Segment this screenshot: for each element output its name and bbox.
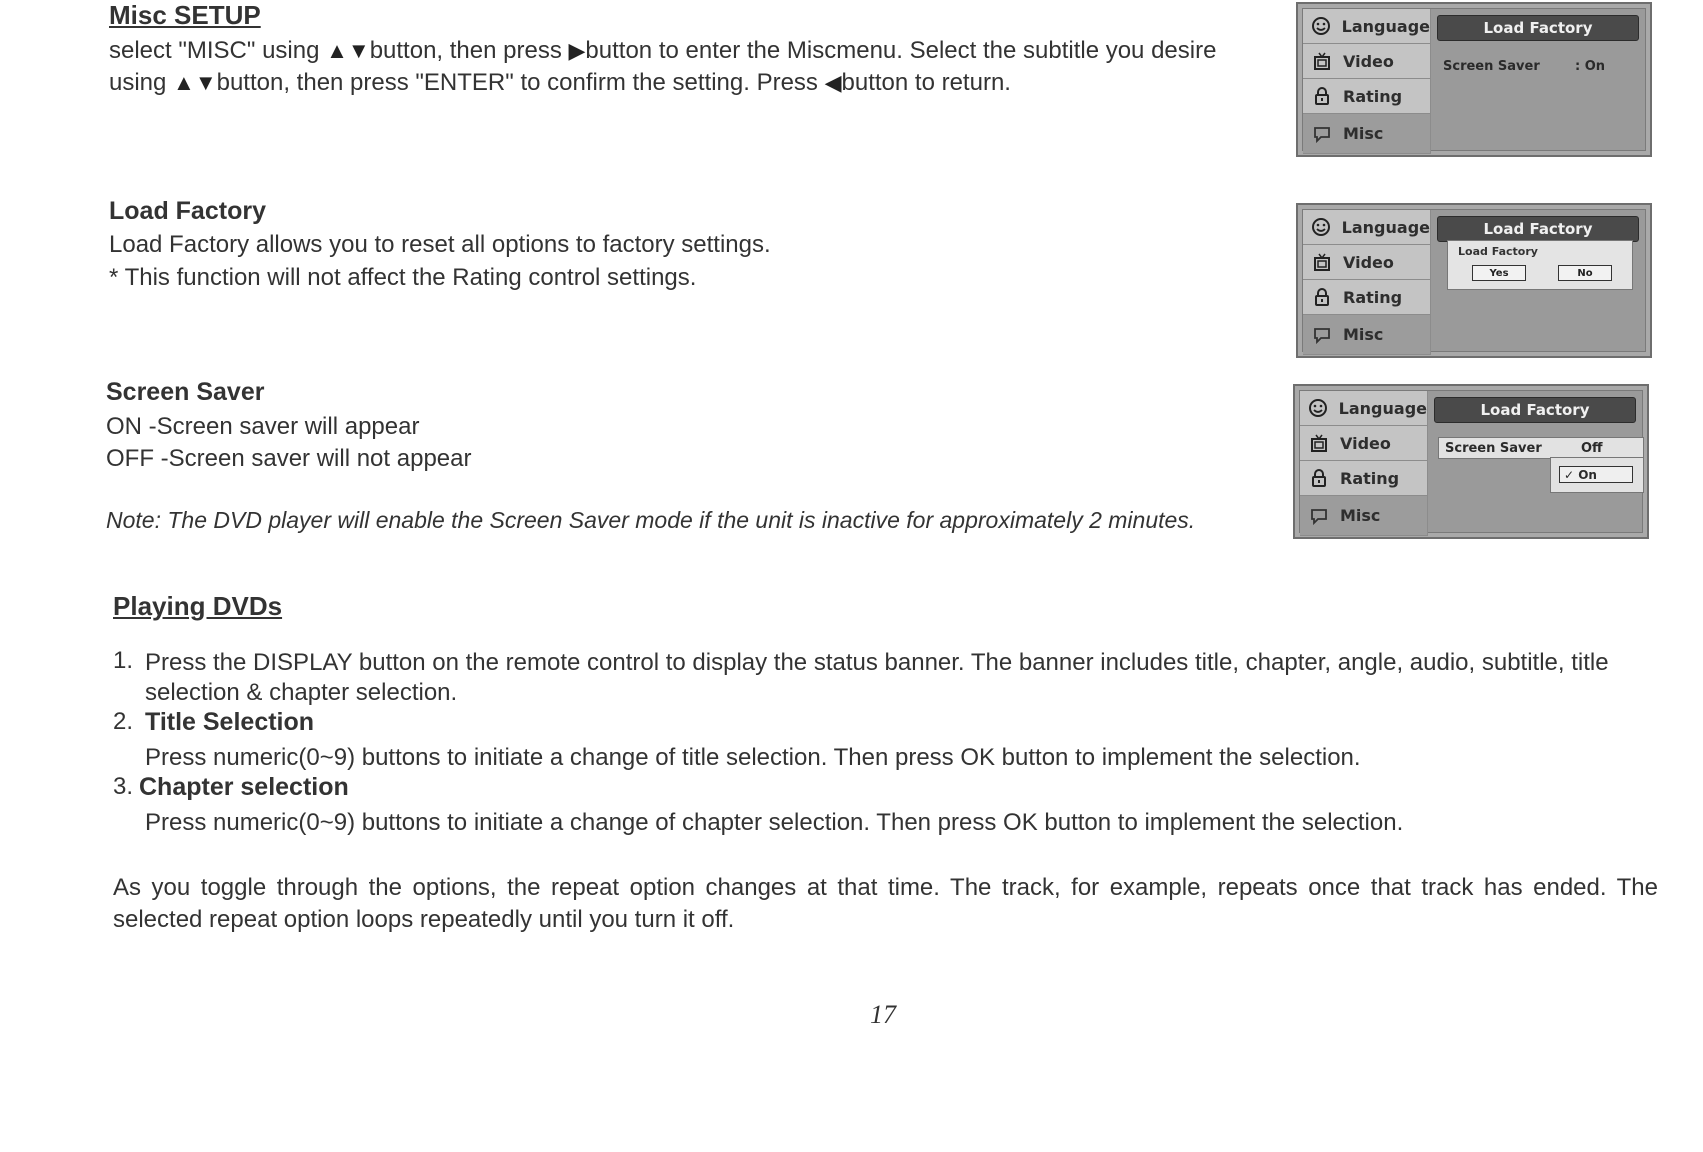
playing-dvds-heading: Playing DVDs [113, 591, 283, 621]
nav-label-video: Video [1343, 252, 1394, 272]
nav-label-misc: Misc [1343, 124, 1384, 143]
tv-icon [1311, 251, 1333, 273]
menu-frame [1299, 390, 1643, 533]
speech-bubble-icon [1311, 324, 1333, 346]
screen-saver-row-label: Screen Saver [1443, 59, 1540, 74]
menu-nav [1303, 9, 1431, 150]
speech-bubble-icon [1308, 505, 1330, 527]
dialog-title: Load Factory [1458, 245, 1538, 258]
misc-line1-text-c: button to enter the Miscmenu. Select the subtitle you desire [585, 37, 1217, 64]
misc-line2-text-b: button, then press "ENTER" to confirm the setting. Press [216, 69, 818, 96]
menu-panel [1437, 210, 1645, 351]
screen-saver-row[interactable] [1438, 437, 1644, 459]
item-2-number: 2. [113, 708, 134, 735]
nav-label-video: Video [1340, 433, 1391, 453]
tv-icon [1311, 50, 1333, 72]
tv-icon [1308, 432, 1330, 454]
item-3-text: Press numeric(0~9) buttons to initiate a change of chapter selection. Then press OK button to implement the selection. [145, 809, 1404, 836]
item-3-number: 3. [113, 773, 134, 800]
screen-saver-off-line: OFF -Screen saver will not appear [106, 445, 472, 472]
smiley-icon [1311, 216, 1332, 238]
menu-nav [1303, 210, 1431, 351]
misc-setup-line-2 [109, 67, 1011, 99]
menu-panel [1437, 9, 1645, 150]
nav-label-misc: Misc [1340, 506, 1381, 525]
speech-bubble-icon [1311, 123, 1333, 145]
smiley-icon [1311, 15, 1332, 37]
menu-frame [1302, 209, 1646, 352]
nav-item-misc [1303, 114, 1431, 154]
item-2-text: Press numeric(0~9) buttons to initiate a change of title selection. Then press OK button to implement the selection. [145, 744, 1361, 771]
nav-item-rating [1300, 461, 1428, 496]
nav-item-language [1303, 9, 1431, 44]
misc-line1-text-b: button, then press [369, 37, 562, 64]
item-1-number: 1. [113, 647, 134, 674]
load-factory-line-2: * This function will not affect the Rating control settings. [109, 264, 697, 291]
nav-label-language: Language [1338, 398, 1427, 418]
misc-setup-heading: Misc SETUP [109, 0, 261, 30]
load-factory-title-bar: Load Factory [1437, 216, 1639, 242]
screen-saver-row-label: Screen Saver [1445, 441, 1542, 456]
nav-label-rating: Rating [1343, 86, 1403, 106]
load-factory-menu-screenshot [1296, 203, 1652, 358]
up-down-arrow-icon: ▲▼ [326, 38, 370, 63]
screen-saver-note: Note: The DVD player will enable the Screen Saver mode if the unit is inactive for approximately 2 minutes. [106, 507, 1196, 533]
nav-label-misc: Misc [1343, 325, 1384, 344]
lock-icon [1311, 85, 1333, 107]
nav-label-video: Video [1343, 51, 1394, 71]
nav-item-language [1300, 391, 1428, 426]
lock-icon [1311, 286, 1333, 308]
screen-saver-menu-screenshot [1293, 384, 1649, 539]
right-arrow-icon: ▶ [568, 38, 586, 63]
yes-button[interactable]: Yes [1472, 265, 1526, 281]
load-factory-heading: Load Factory [109, 197, 266, 225]
load-factory-dialog [1447, 240, 1633, 290]
repeat-line-2: selected repeat option loops repeatedly until you turn it off. [113, 906, 735, 933]
page-number: 17 [870, 1000, 896, 1029]
screen-saver-row-value: : On [1575, 59, 1606, 74]
nav-item-rating [1303, 79, 1431, 114]
menu-frame [1302, 8, 1646, 151]
nav-item-video [1300, 426, 1428, 461]
menu-panel [1434, 391, 1642, 532]
lock-icon [1308, 467, 1330, 489]
screen-saver-heading: Screen Saver [106, 378, 265, 406]
nav-item-video [1303, 245, 1431, 280]
nav-label-language: Language [1341, 16, 1430, 36]
load-factory-title-bar: Load Factory [1434, 397, 1636, 423]
up-down-arrow-icon: ▲▼ [173, 70, 217, 95]
screen-saver-row-value: Off [1581, 441, 1603, 456]
misc-line2-text-a: using [109, 69, 167, 96]
nav-item-language [1303, 210, 1431, 245]
option-on[interactable]: ✓ On [1559, 466, 1633, 483]
item-3-title: Chapter selection [139, 773, 349, 801]
misc-line2-text-c: button to return. [841, 69, 1011, 96]
left-arrow-icon: ◀ [824, 70, 842, 95]
nav-label-rating: Rating [1343, 287, 1403, 307]
item-2-title: Title Selection [145, 708, 315, 736]
misc-menu-screenshot [1296, 2, 1652, 157]
smiley-icon [1308, 397, 1329, 419]
nav-item-rating [1303, 280, 1431, 315]
repeat-line-1: As you toggle through the options, the repeat option changes at that time. The track, for example, repeats once that track has ended. The [113, 874, 1658, 901]
item-1-line-2: selection & chapter selection. [145, 679, 458, 706]
nav-item-misc [1300, 496, 1428, 536]
screen-saver-dropdown [1550, 457, 1644, 493]
screen-saver-on-line: ON -Screen saver will appear [106, 413, 420, 440]
misc-line1-text-a: select "MISC" using [109, 37, 320, 64]
misc-setup-line-1 [109, 35, 1216, 67]
load-factory-title-bar: Load Factory [1437, 15, 1639, 41]
nav-item-misc [1303, 315, 1431, 355]
nav-label-rating: Rating [1340, 468, 1400, 488]
item-1-line-1: Press the DISPLAY button on the remote control to display the status banner. The banner includes title, chapter, angle, audio, subtitle, title [145, 649, 1609, 676]
menu-nav [1300, 391, 1428, 532]
load-factory-line-1: Load Factory allows you to reset all options to factory settings. [109, 231, 771, 258]
nav-item-video [1303, 44, 1431, 79]
nav-label-language: Language [1341, 217, 1430, 237]
no-button[interactable]: No [1558, 265, 1612, 281]
